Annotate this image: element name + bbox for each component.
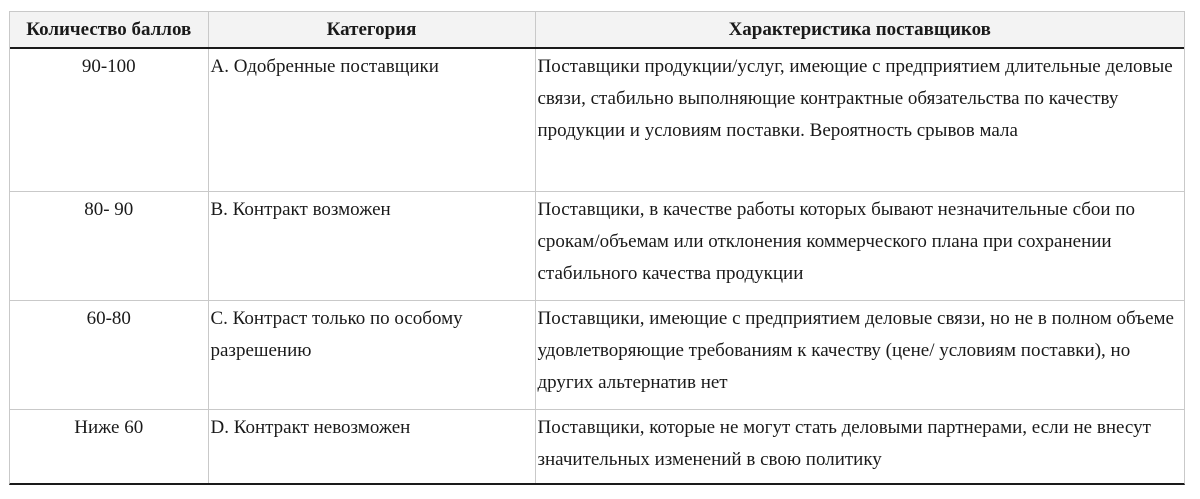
score-cell: 90-100 <box>10 48 208 192</box>
table-body <box>10 48 1184 483</box>
table-row <box>10 48 1184 192</box>
supplier-rating-table <box>10 12 1184 483</box>
header-row <box>10 12 1184 48</box>
score-cell: Ниже 60 <box>10 410 208 483</box>
table-header <box>10 12 1184 48</box>
category-cell: D. Контракт невозможен <box>208 410 535 483</box>
category-cell: B. Контракт возможен <box>208 192 535 300</box>
table-row <box>10 410 1184 483</box>
table-row <box>10 192 1184 300</box>
description-cell: Поставщики, имеющие с предприятием деловые связи, но не в полном объеме удовлетворяющие требованиям к качеству (цене/ условиям поставки), но других альтернатив нет <box>535 300 1184 410</box>
category-cell: A. Одобренные поставщики <box>208 48 535 192</box>
supplier-rating-table-container <box>9 11 1185 485</box>
score-cell: 60-80 <box>10 300 208 410</box>
description-cell: Поставщики продукции/услуг, имеющие с предприятием длительные деловые связи, стабильно выполняющие контрактные обязательства по качеству продукции и условиям поставки. Вероятность срывов мала <box>535 48 1184 192</box>
header-category: Категория <box>208 12 535 48</box>
category-cell: C. Контраст только по особому разрешению <box>208 300 535 410</box>
description-cell: Поставщики, в качестве работы которых бывают незначительные сбои по срокам/объемам или отклонения коммерческого плана при сохранении стабильного качества продукции <box>535 192 1184 300</box>
header-score: Количество баллов <box>10 12 208 48</box>
header-description: Характеристика поставщиков <box>535 12 1184 48</box>
table-row <box>10 300 1184 410</box>
score-cell: 80- 90 <box>10 192 208 300</box>
description-cell: Поставщики, которые не могут стать деловыми партнерами, если не внесут значительных изменений в свою политику <box>537 417 1151 471</box>
